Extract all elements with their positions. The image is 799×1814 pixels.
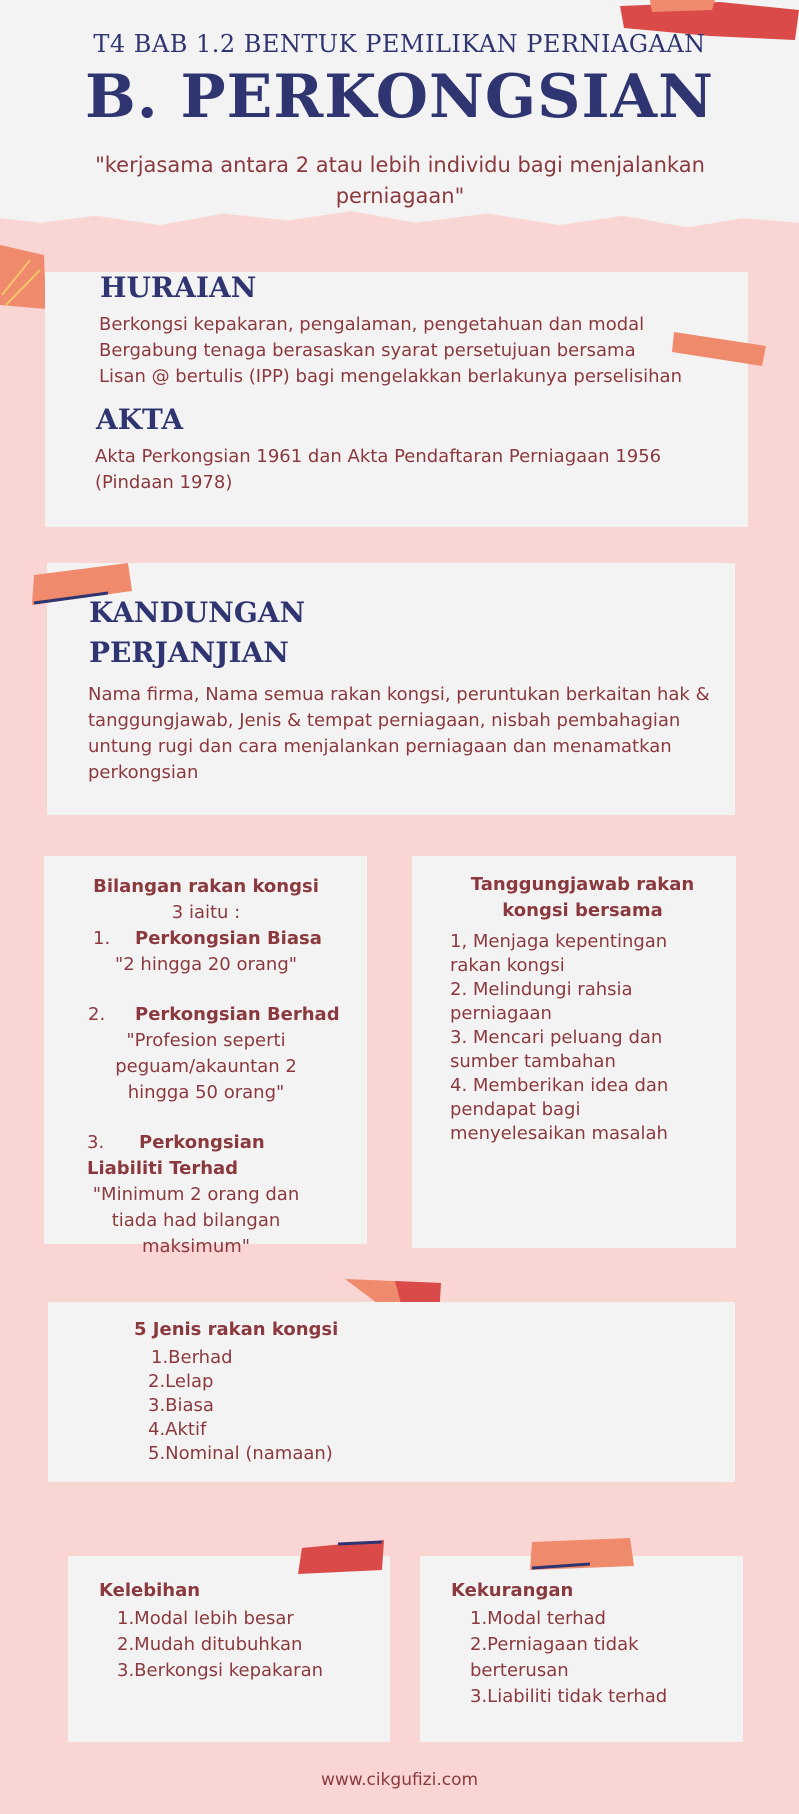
list-item: 3. Perkongsian Liabiliti Terhad xyxy=(87,1132,265,1179)
bilangan-content xyxy=(78,872,340,1260)
huraian-line: Lisan @ bertulis (IPP) bagi mengelakkan berlakunya perselisihan xyxy=(99,366,682,387)
bilangan-desc: "2 hingga 20 orang" xyxy=(114,954,298,975)
list-item: 3.Biasa xyxy=(148,1395,214,1416)
list-item: 2.Perniagaan tidak berterusan xyxy=(470,1634,639,1681)
huraian-line: Bergabung tenaga berasaskan syarat persetujuan bersama xyxy=(99,340,636,361)
list-item: 1.Berhad xyxy=(151,1347,233,1368)
bilangan-intro: 3 iaitu : xyxy=(171,902,241,923)
bilangan-desc: "Profesion seperti peguam/akauntan 2 hingga 50 orang" xyxy=(115,1030,297,1103)
list-item: 2.Lelap xyxy=(148,1371,214,1392)
list-item: 4.Aktif xyxy=(148,1419,207,1440)
huraian-heading: HURAIAN xyxy=(100,271,257,304)
bilangan-heading: Bilangan rakan kongsi xyxy=(93,876,319,897)
footer-url[interactable]: www.cikgufizi.com xyxy=(320,1770,479,1790)
page-title: B. PERKONGSIAN xyxy=(85,62,714,132)
list-item: 2. Perkongsian Berhad xyxy=(88,1004,340,1025)
decorative-tape-left xyxy=(0,245,46,311)
akta-heading: AKTA xyxy=(96,403,184,436)
list-item: 3.Berkongsi kepakaran xyxy=(117,1660,324,1681)
kandungan-text: Nama firma, Nama semua rakan kongsi, peruntukan berkaitan hak & tanggungjawab, Jenis & tempat perniagaan, nisbah pembahagian untung rugi dan cara menjalankan perniagaan dan menamatkan perkongsian xyxy=(88,684,710,783)
page-subtitle: T4 BAB 1.2 BENTUK PEMILIKAN PERNIAGAAN xyxy=(93,30,706,58)
list-item: 2.Mudah ditubuhkan xyxy=(117,1634,303,1655)
list-item: 1. Perkongsian Biasa xyxy=(93,928,322,949)
list-item: 5.Nominal (namaan) xyxy=(148,1443,333,1464)
kelebihan-heading: Kelebihan xyxy=(99,1580,201,1601)
tanggungjawab-content xyxy=(450,872,715,1146)
list-item: 1.Modal lebih besar xyxy=(117,1608,294,1629)
jenis-content xyxy=(134,1314,434,1466)
list-item: 1, Menjaga kepentingan rakan kongsi xyxy=(450,931,668,976)
kekurangan-content xyxy=(451,1576,721,1710)
tanggungjawab-heading: Tanggungjawab rakan kongsi bersama xyxy=(470,874,695,921)
definition-quote: "kerjasama antara 2 atau lebih individu bagi menjalankan perniagaan" xyxy=(95,153,705,208)
list-item: 1.Modal terhad xyxy=(470,1608,606,1629)
jenis-heading: 5 Jenis rakan kongsi xyxy=(134,1319,339,1340)
decorative-tape-kekurangan xyxy=(530,1538,634,1572)
list-item: 4. Memberikan idea dan pendapat bagi menyelesaikan masalah xyxy=(450,1075,669,1144)
huraian-text xyxy=(99,312,739,390)
kelebihan-content xyxy=(99,1576,379,1684)
huraian-line: Berkongsi kepakaran, pengalaman, pengetahuan dan modal xyxy=(99,314,645,335)
list-item: 2. Melindungi rahsia perniagaan xyxy=(450,979,633,1024)
list-item: 3.Liabiliti tidak terhad xyxy=(470,1686,668,1707)
bilangan-desc: "Minimum 2 orang dan tiada had bilangan maksimum" xyxy=(92,1184,300,1257)
kekurangan-heading: Kekurangan xyxy=(451,1580,574,1601)
akta-text: Akta Perkongsian 1961 dan Akta Pendaftaran Perniagaan 1956 (Pindaan 1978) xyxy=(95,446,662,493)
kandungan-heading: KANDUNGAN PERJANJIAN xyxy=(89,596,306,669)
decorative-tape-kelebihan xyxy=(298,1540,386,1576)
list-item: 3. Mencari peluang dan sumber tambahan xyxy=(450,1027,663,1072)
